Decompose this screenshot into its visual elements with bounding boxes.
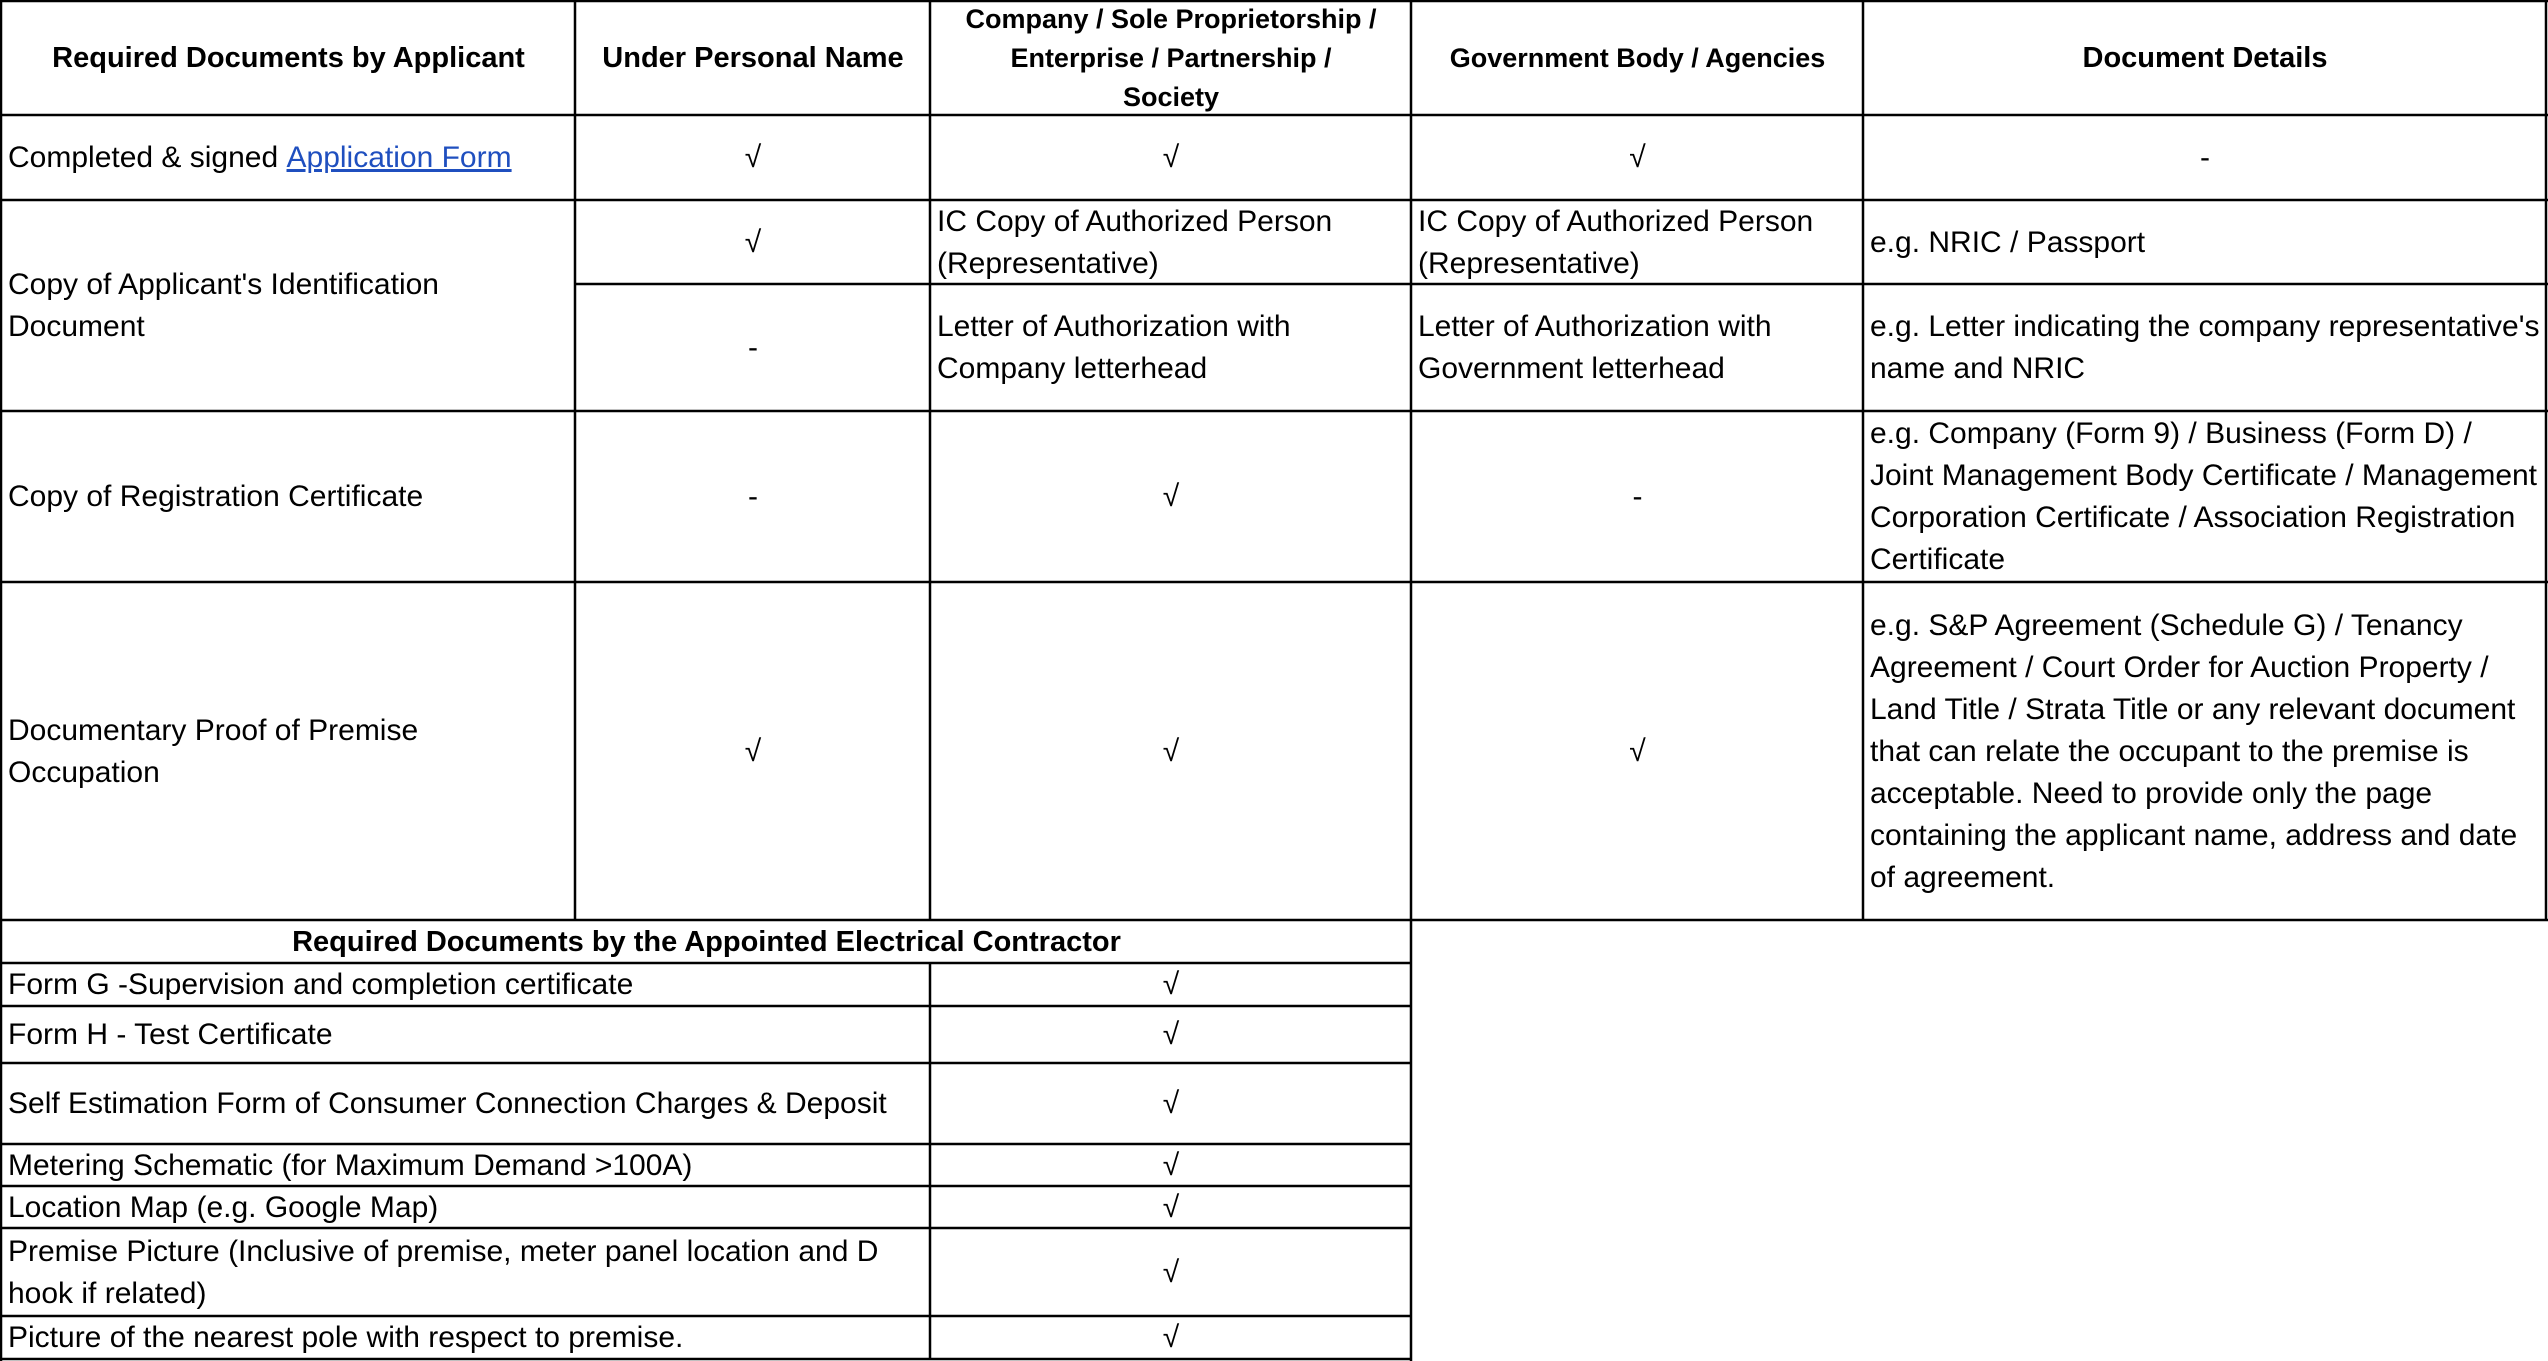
check-mark: √ [744,734,762,768]
details-cell: e.g. NRIC / Passport [1870,225,2146,259]
row-premise-label: Documentary Proof of Premise Occupation [8,713,419,789]
check-mark: √ [1162,480,1180,513]
check-mark: √ [744,141,762,174]
row-identification-label: Copy of Applicant's Identification Document [8,268,439,343]
application-form-prefix: Completed & signed [8,141,287,174]
check-mark: √ [1162,141,1180,174]
check-mark: √ [1162,1087,1180,1120]
government-requirement-cell: Letter of Authorization with Government letterhead [1418,310,1772,385]
check-mark: √ [1162,1255,1180,1289]
dash-mark: - [748,331,758,364]
contractor-row-label: Form H - Test Certificate [8,1018,333,1051]
dash-mark: - [1632,480,1643,513]
header-document-details [1864,2,2546,115]
government-requirement-cell: IC Copy of Authorized Person (Representative) [1418,204,1814,280]
details-cell: e.g. S&P Agreement (Schedule G) / Tenancy Agreement / Court Order for Auction Property / Land Title / Strata Title or any relevant document that can relate the occupant to the premise is acceptable. Need to provide only the page containing the applicant name, address and date of agreement. [1870,608,2518,894]
check-mark: √ [744,225,762,259]
check-mark: √ [1162,1321,1180,1354]
details-cell: e.g. Letter indicating the company representative's name and NRIC [1870,310,2540,385]
contractor-row-label: Location Map (e.g. Google Map) [8,1190,439,1224]
header-personal-name [576,2,930,115]
check-mark: √ [1162,1190,1180,1224]
contractor-row-label: Form G -Supervision and completion certificate [8,968,634,1001]
company-requirement-cell: Letter of Authorization with Company letterhead [937,310,1291,385]
header-label: Government Body / Agencies [1449,43,1826,73]
header-required-documents [2,2,575,115]
check-mark: √ [1162,968,1180,1001]
header-company [931,2,1411,115]
contractor-documents-header: Required Documents by the Appointed Electrical Contractor [292,925,1121,958]
check-mark: √ [1629,141,1646,174]
contractor-row-label: Premise Picture (Inclusive of premise, meter panel location and D hook if related) [8,1234,879,1310]
header-label: Document Details [2082,42,2328,74]
check-mark: √ [1629,734,1646,768]
row-application-form-label [2,116,575,200]
header-label: Company / Sole Proprietorship / Enterprise / Partnership / Society [965,4,1377,112]
details-cell: e.g. Company (Form 9) / Business (Form D) / Joint Management Body Certificate / Management Corporation Certificate / Association Registration Certificate [1870,417,2538,576]
details-cell: - [2200,141,2210,174]
company-requirement-cell: IC Copy of Authorized Person (Representative) [937,204,1333,280]
check-mark: √ [1162,1018,1180,1051]
header-label: Required Documents by Applicant [52,42,525,74]
application-form-link[interactable]: Application Form [286,141,512,174]
header-government [1412,2,1863,115]
header-label: Under Personal Name [602,42,904,74]
check-mark: √ [1162,734,1180,768]
row-registration-label: Copy of Registration Certificate [8,480,424,513]
check-mark: √ [1162,1148,1180,1182]
contractor-row-label: Metering Schematic (for Maximum Demand >100A) [8,1148,693,1182]
contractor-row-label: Picture of the nearest pole with respect to premise. [8,1321,684,1354]
contractor-row-label: Self Estimation Form of Consumer Connection Charges & Deposit [8,1087,887,1120]
dash-mark: - [748,480,758,513]
